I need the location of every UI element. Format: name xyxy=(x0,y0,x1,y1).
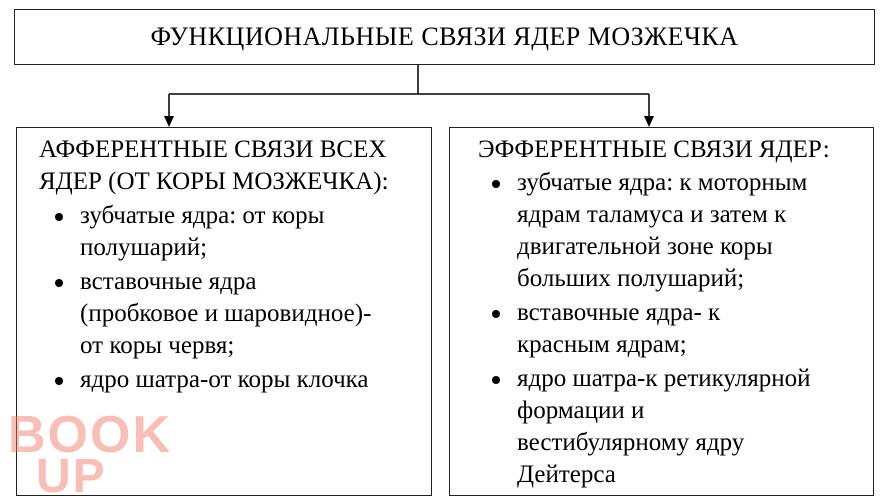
item-line: полушарий; xyxy=(80,234,208,261)
item-line: (пробковое и шаровидное)- xyxy=(80,300,372,327)
efferent-heading xyxy=(478,134,830,166)
item-line: ядрам таламуса и затем к xyxy=(517,201,787,228)
item-line: формации и xyxy=(517,397,645,424)
efferent-box xyxy=(449,127,874,496)
list-item xyxy=(51,200,427,264)
bookup-watermark-logo xyxy=(8,405,172,503)
item-line: вестибулярному ядру xyxy=(517,429,745,456)
left-arrow-head xyxy=(164,116,174,127)
bullet-icon xyxy=(55,377,63,385)
bullet-icon xyxy=(55,213,63,221)
item-line: ядро шатра-от коры клочка xyxy=(80,366,369,393)
item-line: ядро шатра-к ретикулярной xyxy=(517,365,811,392)
list-item xyxy=(51,364,427,396)
item-line: красным ядрам; xyxy=(517,331,687,358)
watermark-line: BOOK xyxy=(8,406,172,464)
list-item xyxy=(488,167,872,295)
item-line: вставочные ядра xyxy=(80,268,257,295)
list-item xyxy=(51,266,427,362)
item-line: зубчатые ядра: от коры xyxy=(80,202,325,229)
item-line: Дейтерса xyxy=(517,461,616,488)
afferent-heading-line: АФФЕРЕНТНЫЕ СВЯЗИ ВСЕХ xyxy=(39,136,387,163)
item-line: двигательной зоне коры xyxy=(517,233,773,260)
efferent-heading-line: ЭФФЕРЕНТНЫЕ СВЯЗИ ЯДЕР: xyxy=(478,136,830,163)
list-item xyxy=(488,363,872,491)
bullet-icon xyxy=(492,376,500,384)
list-item xyxy=(488,297,872,361)
efferent-list xyxy=(488,167,872,493)
bullet-icon xyxy=(492,310,500,318)
bullet-icon xyxy=(55,279,63,287)
item-line: вставочные ядра- к xyxy=(517,299,721,326)
right-arrow-head xyxy=(644,116,654,127)
diagram-title: ФУНКЦИОНАЛЬНЫЕ СВЯЗИ ЯДЕР МОЗЖЕЧКА xyxy=(150,22,739,51)
watermark-line: UP xyxy=(36,450,107,503)
afferent-list xyxy=(51,200,427,398)
item-line: больших полушарий; xyxy=(517,265,745,292)
item-line: от коры червя; xyxy=(80,332,235,359)
bullet-icon xyxy=(492,180,500,188)
afferent-heading xyxy=(39,134,389,198)
item-line: зубчатые ядра: к моторным xyxy=(517,169,808,196)
afferent-heading-line: ЯДЕР (ОТ КОРЫ МОЗЖЕЧКА): xyxy=(39,168,389,195)
title-box xyxy=(14,9,875,65)
